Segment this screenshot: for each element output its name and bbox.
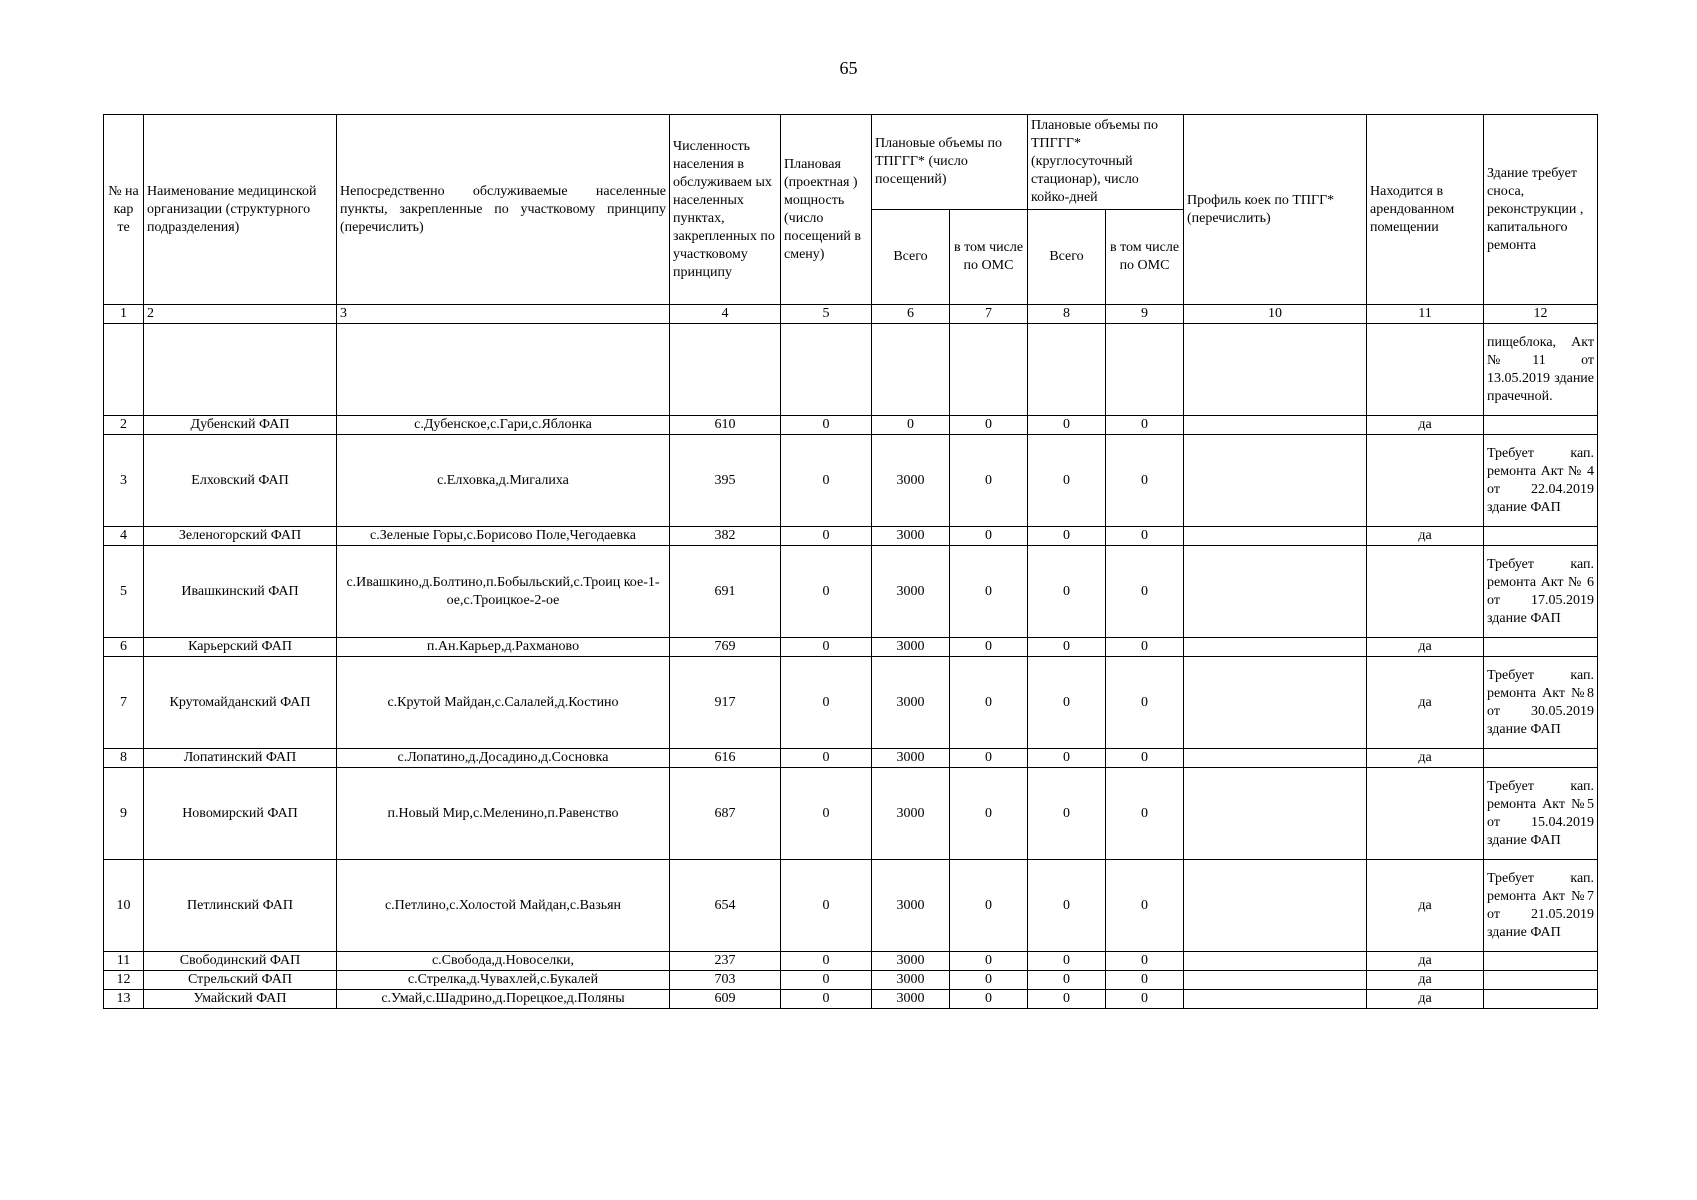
- cont-cell-8: [1028, 324, 1106, 416]
- facility-name-cell: Крутомайданский ФАП: [144, 657, 337, 749]
- facility-name-cell: Карьерский ФАП: [144, 638, 337, 657]
- rented-cell: да: [1367, 860, 1484, 952]
- bed-profile-cell: [1184, 435, 1367, 527]
- rented-cell: да: [1367, 657, 1484, 749]
- capacity-cell: 0: [781, 657, 872, 749]
- visits-total-cell: 3000: [872, 435, 950, 527]
- capacity-cell: 0: [781, 768, 872, 860]
- table-row: [104, 860, 1598, 952]
- rented-cell: да: [1367, 638, 1484, 657]
- beds-total-cell: 0: [1028, 768, 1106, 860]
- population-cell: 917: [670, 657, 781, 749]
- settlements-cell: с.Стрелка,д.Чувахлей,с.Букалей: [337, 971, 670, 990]
- rented-cell: да: [1367, 527, 1484, 546]
- rented-cell: [1367, 768, 1484, 860]
- colnum-9: 9: [1106, 305, 1184, 324]
- beds-oms-cell: 0: [1106, 416, 1184, 435]
- rented-cell: [1367, 435, 1484, 527]
- beds-total-cell: 0: [1028, 638, 1106, 657]
- beds-oms-cell: 0: [1106, 990, 1184, 1009]
- facilities-table: [103, 114, 1598, 1009]
- facility-name-cell: Петлинский ФАП: [144, 860, 337, 952]
- beds-oms-cell: 0: [1106, 435, 1184, 527]
- bed-profile-cell: [1184, 971, 1367, 990]
- table-row: [104, 749, 1598, 768]
- building-note-cell: Требует кап. ремонта Акт № 6 от 17.05.2019 здание ФАП: [1484, 546, 1598, 638]
- population-cell: 687: [670, 768, 781, 860]
- row-num-cell: 12: [104, 971, 144, 990]
- row-num-cell: 6: [104, 638, 144, 657]
- capacity-cell: 0: [781, 971, 872, 990]
- colnum-8: 8: [1028, 305, 1106, 324]
- population-cell: 769: [670, 638, 781, 657]
- facility-name-cell: Лопатинский ФАП: [144, 749, 337, 768]
- beds-oms-cell: 0: [1106, 657, 1184, 749]
- colnum-1: 1: [104, 305, 144, 324]
- rented-cell: да: [1367, 416, 1484, 435]
- header-capacity: Плановая (проектная ) мощность (число посещений в смену): [781, 115, 872, 305]
- row-num-cell: 10: [104, 860, 144, 952]
- capacity-cell: 0: [781, 546, 872, 638]
- beds-oms-cell: 0: [1106, 971, 1184, 990]
- header-beds-oms: в том числе по ОМС: [1106, 210, 1184, 305]
- colnum-10: 10: [1184, 305, 1367, 324]
- rented-cell: да: [1367, 952, 1484, 971]
- table-row: [104, 546, 1598, 638]
- colnum-12: 12: [1484, 305, 1598, 324]
- settlements-cell: с.Дубенское,с.Гари,с.Яблонка: [337, 416, 670, 435]
- capacity-cell: 0: [781, 435, 872, 527]
- visits-oms-cell: 0: [950, 990, 1028, 1009]
- facility-name-cell: Свободинский ФАП: [144, 952, 337, 971]
- population-cell: 395: [670, 435, 781, 527]
- beds-total-cell: 0: [1028, 952, 1106, 971]
- header-beds-total: Всего: [1028, 210, 1106, 305]
- visits-oms-cell: 0: [950, 638, 1028, 657]
- settlements-cell: с.Крутой Майдан,с.Салалей,д.Костино: [337, 657, 670, 749]
- capacity-cell: 0: [781, 952, 872, 971]
- facility-name-cell: Зеленогорский ФАП: [144, 527, 337, 546]
- colnum-5: 5: [781, 305, 872, 324]
- building-note-cell: [1484, 990, 1598, 1009]
- header-planned-beds: Плановые объемы по ТПГГГ* (круглосуточный стационар), число койко-дней: [1028, 115, 1184, 210]
- facility-name-cell: Ивашкинский ФАП: [144, 546, 337, 638]
- header-population: Численность населения в обслуживаем ых населенных пунктах, закрепленных по участковому принципу: [670, 115, 781, 305]
- visits-total-cell: 3000: [872, 527, 950, 546]
- table-row: [104, 990, 1598, 1009]
- capacity-cell: 0: [781, 638, 872, 657]
- population-cell: 382: [670, 527, 781, 546]
- bed-profile-cell: [1184, 749, 1367, 768]
- settlements-cell: с.Зеленые Горы,с.Борисово Поле,Чегодаевка: [337, 527, 670, 546]
- beds-total-cell: 0: [1028, 990, 1106, 1009]
- header-rented: Находится в арендованном помещении: [1367, 115, 1484, 305]
- rented-cell: да: [1367, 990, 1484, 1009]
- building-note-cell: [1484, 527, 1598, 546]
- table-row: [104, 971, 1598, 990]
- visits-oms-cell: 0: [950, 435, 1028, 527]
- colnum-6: 6: [872, 305, 950, 324]
- cont-cell-9: [1106, 324, 1184, 416]
- capacity-cell: 0: [781, 416, 872, 435]
- beds-oms-cell: 0: [1106, 546, 1184, 638]
- cont-cell-4: [670, 324, 781, 416]
- population-cell: 237: [670, 952, 781, 971]
- settlements-cell: с.Ивашкино,д.Болтино,п.Бобыльский,с.Троиц кое-1-ое,с.Троицкое-2-ое: [337, 546, 670, 638]
- colnum-2: 2: [144, 305, 337, 324]
- visits-total-cell: 3000: [872, 657, 950, 749]
- facility-name-cell: Дубенский ФАП: [144, 416, 337, 435]
- building-note-cell: Требует кап. ремонта Акт №5 от 15.04.2019 здание ФАП: [1484, 768, 1598, 860]
- beds-total-cell: 0: [1028, 749, 1106, 768]
- beds-oms-cell: 0: [1106, 638, 1184, 657]
- colnum-11: 11: [1367, 305, 1484, 324]
- page-number: 65: [839, 58, 858, 78]
- beds-oms-cell: 0: [1106, 860, 1184, 952]
- visits-total-cell: 3000: [872, 749, 950, 768]
- header-settlements: [337, 115, 670, 305]
- row-num-cell: 2: [104, 416, 144, 435]
- beds-total-cell: 0: [1028, 416, 1106, 435]
- building-note-cell: Требует кап. ремонта Акт №7 от 21.05.2019 здание ФАП: [1484, 860, 1598, 952]
- beds-oms-cell: 0: [1106, 952, 1184, 971]
- rented-cell: да: [1367, 749, 1484, 768]
- settlements-cell: п.Ан.Карьер,д.Рахманово: [337, 638, 670, 657]
- colnum-7: 7: [950, 305, 1028, 324]
- visits-oms-cell: 0: [950, 860, 1028, 952]
- cont-cell-2: [144, 324, 337, 416]
- population-cell: 616: [670, 749, 781, 768]
- beds-total-cell: 0: [1028, 860, 1106, 952]
- bed-profile-cell: [1184, 768, 1367, 860]
- table-row: [104, 435, 1598, 527]
- population-cell: 654: [670, 860, 781, 952]
- row-num-cell: 13: [104, 990, 144, 1009]
- header-settlements-text: Непосредственно обслуживаемые населенные пункты, закрепленные по участковому принципу (перечислить): [340, 183, 666, 235]
- cont-cell-6: [872, 324, 950, 416]
- visits-total-cell: 0: [872, 416, 950, 435]
- cont-cell-11: [1367, 324, 1484, 416]
- table-row: [104, 638, 1598, 657]
- beds-total-cell: 0: [1028, 657, 1106, 749]
- building-note-cell: [1484, 971, 1598, 990]
- building-note-cell: Требует кап. ремонта Акт № 4 от 22.04.2019 здание ФАП: [1484, 435, 1598, 527]
- bed-profile-cell: [1184, 657, 1367, 749]
- row-num-cell: 7: [104, 657, 144, 749]
- header-visits-total: Всего: [872, 210, 950, 305]
- header-building-status: Здание требует сноса, реконструкции , капитального ремонта: [1484, 115, 1598, 305]
- visits-total-cell: 3000: [872, 768, 950, 860]
- visits-total-cell: 3000: [872, 546, 950, 638]
- capacity-cell: 0: [781, 749, 872, 768]
- row-num-cell: 8: [104, 749, 144, 768]
- cont-note: пищеблока, Акт №11 от 13.05.2019 здание прачечной.: [1484, 324, 1598, 416]
- visits-oms-cell: 0: [950, 657, 1028, 749]
- population-cell: 609: [670, 990, 781, 1009]
- header-planned-visits: Плановые объемы по ТПГГГ* (число посещений): [872, 115, 1028, 210]
- beds-total-cell: 0: [1028, 527, 1106, 546]
- visits-oms-cell: 0: [950, 971, 1028, 990]
- beds-oms-cell: 0: [1106, 768, 1184, 860]
- visits-total-cell: 3000: [872, 971, 950, 990]
- visits-oms-cell: 0: [950, 527, 1028, 546]
- settlements-cell: с.Лопатино,д.Досадино,д.Сосновка: [337, 749, 670, 768]
- building-note-cell: [1484, 749, 1598, 768]
- row-num-cell: 9: [104, 768, 144, 860]
- beds-total-cell: 0: [1028, 546, 1106, 638]
- facility-name-cell: Елховский ФАП: [144, 435, 337, 527]
- visits-oms-cell: 0: [950, 416, 1028, 435]
- building-note-cell: Требует кап. ремонта Акт №8 от 30.05.2019 здание ФАП: [1484, 657, 1598, 749]
- visits-oms-cell: 0: [950, 768, 1028, 860]
- building-note-cell: [1484, 952, 1598, 971]
- table-row: [104, 952, 1598, 971]
- cont-cell-7: [950, 324, 1028, 416]
- bed-profile-cell: [1184, 546, 1367, 638]
- rented-cell: да: [1367, 971, 1484, 990]
- population-cell: 691: [670, 546, 781, 638]
- continuation-row: [104, 324, 1598, 416]
- header-name: Наименование медицинской организации (структурного подразделения): [144, 115, 337, 305]
- visits-oms-cell: 0: [950, 749, 1028, 768]
- bed-profile-cell: [1184, 416, 1367, 435]
- building-note-cell: [1484, 638, 1598, 657]
- table-row: [104, 416, 1598, 435]
- beds-total-cell: 0: [1028, 435, 1106, 527]
- cont-cell-1: [104, 324, 144, 416]
- table-row: [104, 768, 1598, 860]
- facility-name-cell: Стрельский ФАП: [144, 971, 337, 990]
- facility-name-cell: Умайский ФАП: [144, 990, 337, 1009]
- settlements-cell: п.Новый Мир,с.Меленино,п.Равенство: [337, 768, 670, 860]
- beds-oms-cell: 0: [1106, 749, 1184, 768]
- visits-oms-cell: 0: [950, 546, 1028, 638]
- settlements-cell: с.Петлино,с.Холостой Майдан,с.Вазьян: [337, 860, 670, 952]
- header-visits-oms: в том числе по ОМС: [950, 210, 1028, 305]
- visits-total-cell: 3000: [872, 860, 950, 952]
- row-num-cell: 3: [104, 435, 144, 527]
- facility-name-cell: Новомирский ФАП: [144, 768, 337, 860]
- beds-oms-cell: 0: [1106, 527, 1184, 546]
- colnum-4: 4: [670, 305, 781, 324]
- visits-total-cell: 3000: [872, 952, 950, 971]
- row-num-cell: 5: [104, 546, 144, 638]
- settlements-cell: с.Свобода,д.Новоселки,: [337, 952, 670, 971]
- visits-total-cell: 3000: [872, 990, 950, 1009]
- bed-profile-cell: [1184, 952, 1367, 971]
- building-note-cell: [1484, 416, 1598, 435]
- visits-oms-cell: 0: [950, 952, 1028, 971]
- visits-total-cell: 3000: [872, 638, 950, 657]
- cont-cell-10: [1184, 324, 1367, 416]
- beds-total-cell: 0: [1028, 971, 1106, 990]
- column-number-row: [104, 305, 1598, 324]
- row-num-cell: 11: [104, 952, 144, 971]
- settlements-cell: с.Елховка,д.Мигалиха: [337, 435, 670, 527]
- rented-cell: [1367, 546, 1484, 638]
- header-num: № на кар те: [104, 115, 144, 305]
- bed-profile-cell: [1184, 638, 1367, 657]
- table-row: [104, 657, 1598, 749]
- header-bed-profile: Профиль коек по ТПГГ* (перечислить): [1184, 115, 1367, 305]
- population-cell: 610: [670, 416, 781, 435]
- population-cell: 703: [670, 971, 781, 990]
- bed-profile-cell: [1184, 990, 1367, 1009]
- bed-profile-cell: [1184, 527, 1367, 546]
- cont-cell-5: [781, 324, 872, 416]
- table-row: [104, 527, 1598, 546]
- capacity-cell: 0: [781, 527, 872, 546]
- cont-cell-3: [337, 324, 670, 416]
- bed-profile-cell: [1184, 860, 1367, 952]
- settlements-cell: с.Умай,с.Шадрино,д.Порецкое,д.Поляны: [337, 990, 670, 1009]
- capacity-cell: 0: [781, 860, 872, 952]
- colnum-3: 3: [337, 305, 670, 324]
- row-num-cell: 4: [104, 527, 144, 546]
- capacity-cell: 0: [781, 990, 872, 1009]
